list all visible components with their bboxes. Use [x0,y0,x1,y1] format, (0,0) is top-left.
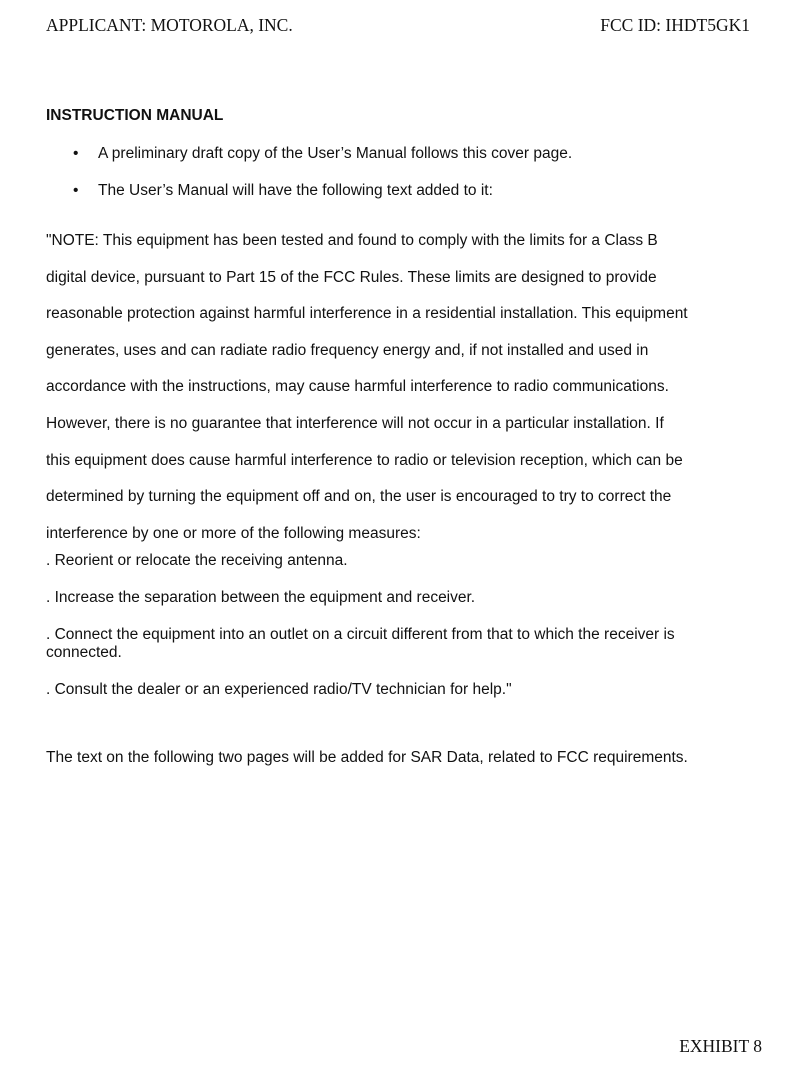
bullet-icon: • [73,182,79,199]
note-line: determined by turning the equipment off and on, the user is encouraged to try to correct the [46,488,672,506]
header-fcc-id: FCC ID: IHDT5GK1 [600,15,750,35]
bullet-item [46,182,572,219]
fcc-note-paragraph [46,223,726,552]
measure-item: . Increase the separation between the equipment and receiver. [46,589,476,606]
bullet-item [46,145,572,182]
measure-item: . Connect the equipment into an outlet on a circuit different from that to which the receiver is connected. [46,626,675,661]
measure-item: . Reorient or relocate the receiving antenna. [46,552,348,569]
bullet-text: The User’s Manual will have the following text added to it: [98,182,493,199]
measure-item: . Consult the dealer or an experienced radio/TV technician for help." [46,681,512,698]
note-line: interference by one or more of the following measures: [46,524,421,542]
measures-list [46,552,726,699]
note-line: However, there is no guarantee that interference will not occur in a particular installation. If [46,414,664,432]
note-line: "NOTE: This equipment has been tested and found to comply with the limits for a Class B [46,232,658,249]
note-line: accordance with the instructions, may cause harmful interference to radio communications. [46,378,669,396]
header-applicant: APPLICANT: MOTOROLA, INC. [46,15,293,35]
note-line: this equipment does cause harmful interference to radio or television reception, which can be [46,451,683,469]
footer-exhibit: EXHIBIT 8 [679,1036,762,1056]
note-line: reasonable protection against harmful interference in a residential installation. This equipment [46,305,688,323]
bullet-list [46,145,572,219]
section-title: INSTRUCTION MANUAL [46,107,224,124]
bullet-text: A preliminary draft copy of the User’s Manual follows this cover page. [98,145,573,162]
note-line: generates, uses and can radiate radio frequency energy and, if not installed and used in [46,341,649,359]
note-line: digital device, pursuant to Part 15 of the FCC Rules. These limits are designed to provide [46,268,657,286]
closing-statement: The text on the following two pages will be added for SAR Data, related to FCC requirements. [46,749,688,766]
bullet-icon: • [73,145,79,162]
